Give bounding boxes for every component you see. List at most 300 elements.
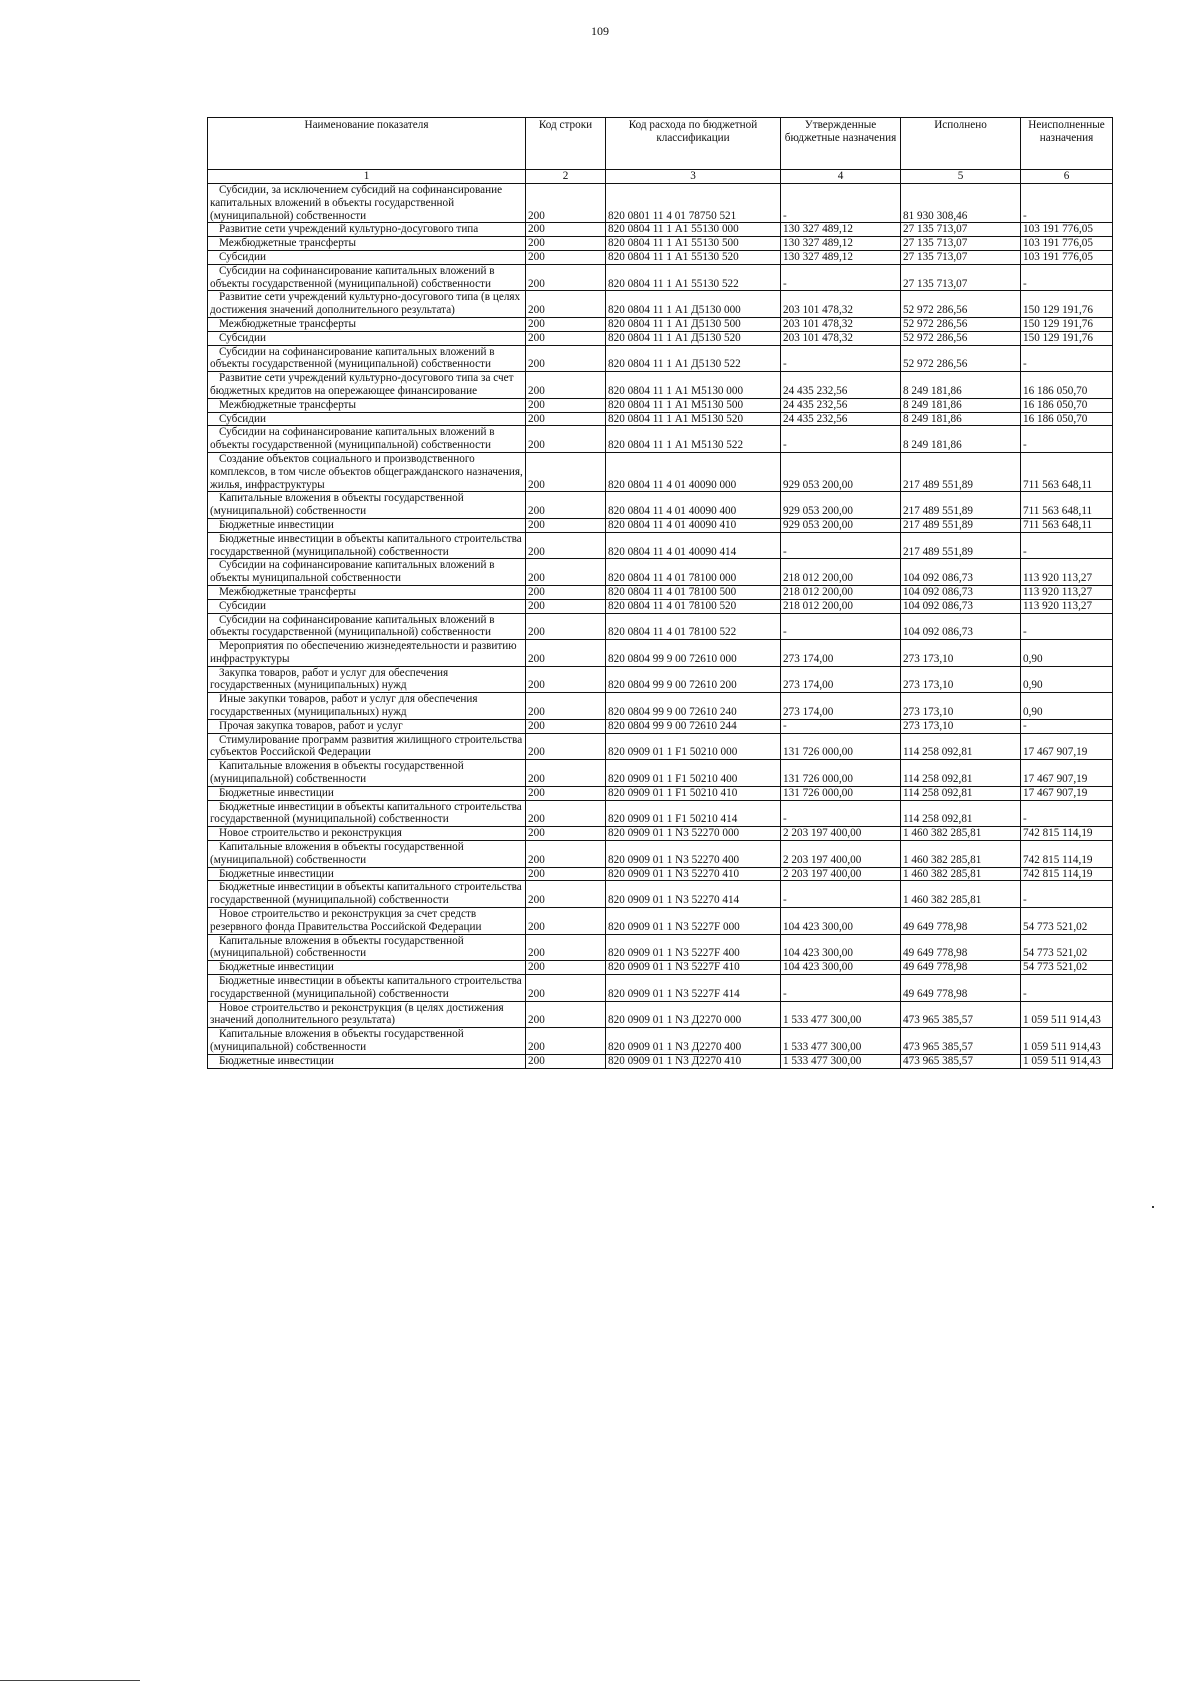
row-budget-code-cell: 820 0804 11 1 А1 Д5130 500 <box>606 317 781 331</box>
row-name-text: Субсидии на софинансирование капитальных вложений в объекты муниципальной собственности <box>210 559 495 585</box>
column-number-row <box>208 170 1113 184</box>
row-name-text: Межбюджетные трансферты <box>219 317 356 330</box>
row-name-cell <box>208 452 526 491</box>
table-row <box>208 881 1113 908</box>
table-row <box>208 345 1113 372</box>
row-name-text: Субсидии на софинансирование капитальных вложений в объекты государственной (муниципальной) собственности <box>210 613 495 639</box>
row-line-code-cell: 200 <box>526 599 606 613</box>
row-budget-code-cell: 820 0909 01 1 N3 5227F 400 <box>606 934 781 961</box>
page-number: 109 <box>591 24 609 38</box>
row-budget-code-cell: 820 0804 11 1 А1 М5130 500 <box>606 398 781 412</box>
row-name-cell <box>208 345 526 372</box>
row-approved-cell: 929 053 200,00 <box>781 518 901 532</box>
row-executed-cell: 273 173,10 <box>901 719 1021 733</box>
row-unexecuted-cell: 150 129 191,76 <box>1021 317 1113 331</box>
row-executed-cell: 273 173,10 <box>901 666 1021 693</box>
row-line-code-cell: 200 <box>526 559 606 586</box>
row-name-cell <box>208 975 526 1002</box>
row-approved-cell: - <box>781 426 901 453</box>
row-budget-code-cell: 820 0804 11 1 А1 М5130 522 <box>606 426 781 453</box>
row-line-code-cell: 200 <box>526 250 606 264</box>
row-executed-cell: 27 135 713,07 <box>901 250 1021 264</box>
table-row <box>208 317 1113 331</box>
table-row <box>208 867 1113 881</box>
row-name-text: Капитальные вложения в объекты государственной (муниципальной) собственности <box>210 934 464 960</box>
table-row <box>208 908 1113 935</box>
row-approved-cell: 203 101 478,32 <box>781 331 901 345</box>
table-row <box>208 264 1113 291</box>
row-name-text: Развитие сети учреждений культурно-досугового типа <box>219 223 479 236</box>
row-budget-code-cell: 820 0804 11 4 01 40090 410 <box>606 518 781 532</box>
row-line-code-cell: 200 <box>526 585 606 599</box>
table-row <box>208 786 1113 800</box>
row-executed-cell: 104 092 086,73 <box>901 585 1021 599</box>
row-unexecuted-cell: 150 129 191,76 <box>1021 291 1113 318</box>
row-unexecuted-cell: - <box>1021 800 1113 827</box>
row-budget-code-cell: 820 0909 01 1 N3 5227F 414 <box>606 975 781 1002</box>
row-name-text: Субсидии <box>219 250 266 263</box>
table-row <box>208 975 1113 1002</box>
row-budget-code-cell: 820 0909 01 1 F1 50210 000 <box>606 733 781 760</box>
row-executed-cell: 114 258 092,81 <box>901 800 1021 827</box>
row-name-text: Бюджетные инвестиции <box>219 786 334 799</box>
row-budget-code-cell: 820 0804 11 4 01 78100 522 <box>606 613 781 640</box>
row-approved-cell: - <box>781 264 901 291</box>
row-name-text: Капитальные вложения в объекты государственной (муниципальной) собственности <box>210 492 464 518</box>
row-approved-cell: 130 327 489,12 <box>781 223 901 237</box>
row-executed-cell: 27 135 713,07 <box>901 223 1021 237</box>
row-name-cell <box>208 398 526 412</box>
row-line-code-cell: 200 <box>526 786 606 800</box>
row-executed-cell: 473 965 385,57 <box>901 1054 1021 1068</box>
column-header-executed: Исполнено <box>901 118 1021 170</box>
row-budget-code-cell: 820 0804 11 1 А1 55130 522 <box>606 264 781 291</box>
row-budget-code-cell: 820 0909 01 1 N3 Д2270 000 <box>606 1001 781 1028</box>
row-name-cell <box>208 760 526 787</box>
row-name-cell <box>208 250 526 264</box>
row-line-code-cell: 200 <box>526 1028 606 1055</box>
row-executed-cell: 114 258 092,81 <box>901 786 1021 800</box>
row-name-text: Бюджетные инвестиции в объекты капитального строительства государственной (муниципальной) собственности <box>210 975 522 1000</box>
row-budget-code-cell: 820 0804 11 1 А1 М5130 520 <box>606 412 781 426</box>
row-approved-cell: 104 423 300,00 <box>781 961 901 975</box>
table-row <box>208 1001 1113 1028</box>
row-name-text: Капитальные вложения в объекты государственной (муниципальной) собственности <box>210 1028 464 1053</box>
row-line-code-cell: 200 <box>526 666 606 693</box>
row-name-text: Развитие сети учреждений культурно-досугового типа (в целях достижения значений дополнительного результата) <box>210 291 521 317</box>
row-name-cell <box>208 841 526 868</box>
row-line-code-cell: 200 <box>526 908 606 935</box>
row-executed-cell: 81 930 308,46 <box>901 184 1021 223</box>
row-executed-cell: 217 489 551,89 <box>901 518 1021 532</box>
column-header-unexecuted: Неисполненные назначения <box>1021 118 1113 170</box>
row-unexecuted-cell: 742 815 114,19 <box>1021 827 1113 841</box>
row-executed-cell: 49 649 778,98 <box>901 908 1021 935</box>
row-executed-cell: 273 173,10 <box>901 693 1021 720</box>
row-budget-code-cell: 820 0804 11 4 01 78100 000 <box>606 559 781 586</box>
row-budget-code-cell: 820 0909 01 1 N3 52270 410 <box>606 867 781 881</box>
row-name-cell <box>208 426 526 453</box>
row-approved-cell: 104 423 300,00 <box>781 934 901 961</box>
bottom-rule <box>0 1680 140 1681</box>
table-row <box>208 719 1113 733</box>
row-line-code-cell: 200 <box>526 827 606 841</box>
row-executed-cell: 49 649 778,98 <box>901 975 1021 1002</box>
row-approved-cell: 218 012 200,00 <box>781 559 901 586</box>
row-line-code-cell: 200 <box>526 264 606 291</box>
column-header-line-code: Код строки <box>526 118 606 170</box>
row-name-text: Субсидии <box>219 331 266 344</box>
row-line-code-cell: 200 <box>526 223 606 237</box>
row-name-text: Субсидии <box>219 599 266 612</box>
row-approved-cell: 130 327 489,12 <box>781 250 901 264</box>
row-approved-cell: 273 174,00 <box>781 640 901 667</box>
row-budget-code-cell: 820 0909 01 1 N3 Д2270 410 <box>606 1054 781 1068</box>
row-executed-cell: 52 972 286,56 <box>901 345 1021 372</box>
row-name-cell <box>208 786 526 800</box>
row-executed-cell: 1 460 382 285,81 <box>901 867 1021 881</box>
row-line-code-cell: 200 <box>526 452 606 491</box>
row-approved-cell: 24 435 232,56 <box>781 398 901 412</box>
row-name-cell <box>208 559 526 586</box>
row-executed-cell: 8 249 181,86 <box>901 412 1021 426</box>
row-name-cell <box>208 827 526 841</box>
row-name-cell <box>208 640 526 667</box>
row-budget-code-cell: 820 0801 11 4 01 78750 521 <box>606 184 781 223</box>
row-unexecuted-cell: - <box>1021 264 1113 291</box>
table-row <box>208 223 1113 237</box>
row-line-code-cell: 200 <box>526 291 606 318</box>
row-name-cell <box>208 733 526 760</box>
row-name-cell <box>208 693 526 720</box>
table-row <box>208 291 1113 318</box>
table-row <box>208 532 1113 559</box>
column-number: 3 <box>606 170 781 184</box>
table-row <box>208 613 1113 640</box>
table-row <box>208 733 1113 760</box>
row-name-text: Субсидии на софинансирование капитальных вложений в объекты государственной (муниципальной) собственности <box>210 345 495 371</box>
row-executed-cell: 52 972 286,56 <box>901 331 1021 345</box>
column-number: 4 <box>781 170 901 184</box>
row-name-cell <box>208 223 526 237</box>
row-line-code-cell: 200 <box>526 640 606 667</box>
row-unexecuted-cell: 16 186 050,70 <box>1021 412 1113 426</box>
row-name-text: Бюджетные инвестиции <box>219 1054 334 1067</box>
row-unexecuted-cell: 16 186 050,70 <box>1021 372 1113 399</box>
row-approved-cell: 24 435 232,56 <box>781 412 901 426</box>
row-approved-cell: 131 726 000,00 <box>781 786 901 800</box>
row-unexecuted-cell: 0,90 <box>1021 693 1113 720</box>
column-number: 1 <box>208 170 526 184</box>
row-budget-code-cell: 820 0909 01 1 N3 52270 000 <box>606 827 781 841</box>
row-line-code-cell: 200 <box>526 867 606 881</box>
table-row <box>208 827 1113 841</box>
table-row <box>208 398 1113 412</box>
row-name-text: Бюджетные инвестиции в объекты капитального строительства государственной (муниципальной) собственности <box>210 881 522 907</box>
row-name-cell <box>208 184 526 223</box>
row-budget-code-cell: 820 0804 11 1 А1 55130 520 <box>606 250 781 264</box>
row-budget-code-cell: 820 0804 11 4 01 40090 400 <box>606 492 781 519</box>
row-approved-cell: 273 174,00 <box>781 666 901 693</box>
row-unexecuted-cell: - <box>1021 975 1113 1002</box>
row-approved-cell: 218 012 200,00 <box>781 585 901 599</box>
table-row <box>208 559 1113 586</box>
row-approved-cell: 1 533 477 300,00 <box>781 1028 901 1055</box>
row-unexecuted-cell: 54 773 521,02 <box>1021 908 1113 935</box>
row-line-code-cell: 200 <box>526 372 606 399</box>
row-unexecuted-cell: 742 815 114,19 <box>1021 841 1113 868</box>
row-executed-cell: 217 489 551,89 <box>901 492 1021 519</box>
table-row <box>208 331 1113 345</box>
row-line-code-cell: 200 <box>526 1054 606 1068</box>
row-unexecuted-cell: 54 773 521,02 <box>1021 934 1113 961</box>
row-line-code-cell: 200 <box>526 733 606 760</box>
row-name-text: Мероприятия по обеспечению жизнедеятельности и развитию инфраструктуры <box>210 640 517 665</box>
row-executed-cell: 27 135 713,07 <box>901 264 1021 291</box>
row-unexecuted-cell: 711 563 648,11 <box>1021 492 1113 519</box>
row-unexecuted-cell: 113 920 113,27 <box>1021 599 1113 613</box>
row-line-code-cell: 200 <box>526 317 606 331</box>
row-approved-cell: 203 101 478,32 <box>781 317 901 331</box>
row-name-text: Капитальные вложения в объекты государственной (муниципальной) собственности <box>210 841 464 866</box>
row-line-code-cell: 200 <box>526 426 606 453</box>
row-budget-code-cell: 820 0909 01 1 F1 50210 400 <box>606 760 781 787</box>
row-budget-code-cell: 820 0909 01 1 N3 5227F 000 <box>606 908 781 935</box>
table-row <box>208 412 1113 426</box>
table-row <box>208 961 1113 975</box>
row-name-text: Бюджетные инвестиции <box>219 518 334 531</box>
row-executed-cell: 8 249 181,86 <box>901 426 1021 453</box>
row-executed-cell: 273 173,10 <box>901 640 1021 667</box>
row-approved-cell: 2 203 197 400,00 <box>781 867 901 881</box>
row-name-cell <box>208 881 526 908</box>
row-line-code-cell: 200 <box>526 693 606 720</box>
row-approved-cell: 104 423 300,00 <box>781 908 901 935</box>
row-executed-cell: 1 460 382 285,81 <box>901 881 1021 908</box>
row-approved-cell: 273 174,00 <box>781 693 901 720</box>
row-line-code-cell: 200 <box>526 398 606 412</box>
row-name-text: Закупка товаров, работ и услуг для обеспечения государственных (муниципальных) нужд <box>210 666 449 692</box>
row-unexecuted-cell: 0,90 <box>1021 666 1113 693</box>
row-line-code-cell: 200 <box>526 1001 606 1028</box>
row-name-cell <box>208 599 526 613</box>
row-name-text: Межбюджетные трансферты <box>219 398 356 411</box>
row-executed-cell: 1 460 382 285,81 <box>901 841 1021 868</box>
row-budget-code-cell: 820 0804 99 9 00 72610 200 <box>606 666 781 693</box>
row-name-text: Бюджетные инвестиции в объекты капитального строительства государственной (муниципальной) собственности <box>210 532 522 558</box>
table-row <box>208 841 1113 868</box>
row-approved-cell: 130 327 489,12 <box>781 237 901 251</box>
row-budget-code-cell: 820 0804 11 1 А1 55130 000 <box>606 223 781 237</box>
table-row <box>208 250 1113 264</box>
row-approved-cell: 1 533 477 300,00 <box>781 1001 901 1028</box>
table-row <box>208 760 1113 787</box>
row-approved-cell: - <box>781 800 901 827</box>
row-executed-cell: 104 092 086,73 <box>901 613 1021 640</box>
row-name-text: Межбюджетные трансферты <box>219 237 356 250</box>
row-name-text: Капитальные вложения в объекты государственной (муниципальной) собственности <box>210 760 464 786</box>
row-budget-code-cell: 820 0804 11 1 А1 Д5130 520 <box>606 331 781 345</box>
row-name-text: Субсидии <box>219 412 266 425</box>
row-budget-code-cell: 820 0909 01 1 F1 50210 410 <box>606 786 781 800</box>
row-unexecuted-cell: 103 191 776,05 <box>1021 250 1113 264</box>
row-name-text: Субсидии на софинансирование капитальных вложений в объекты государственной (муниципальной) собственности <box>210 264 495 290</box>
row-approved-cell: 929 053 200,00 <box>781 452 901 491</box>
row-line-code-cell: 200 <box>526 800 606 827</box>
row-name-cell <box>208 532 526 559</box>
row-name-cell <box>208 237 526 251</box>
row-unexecuted-cell: - <box>1021 881 1113 908</box>
column-header-approved: Утвержденные бюджетные назначения <box>781 118 901 170</box>
budget-execution-table <box>207 117 1113 1069</box>
row-line-code-cell: 200 <box>526 237 606 251</box>
row-unexecuted-cell: 113 920 113,27 <box>1021 559 1113 586</box>
row-executed-cell: 217 489 551,89 <box>901 532 1021 559</box>
row-budget-code-cell: 820 0804 11 4 01 78100 520 <box>606 599 781 613</box>
row-name-cell <box>208 331 526 345</box>
table-header-row <box>208 118 1113 170</box>
row-unexecuted-cell: 742 815 114,19 <box>1021 867 1113 881</box>
row-budget-code-cell: 820 0909 01 1 N3 52270 414 <box>606 881 781 908</box>
row-name-cell <box>208 264 526 291</box>
table-row <box>208 934 1113 961</box>
row-executed-cell: 27 135 713,07 <box>901 237 1021 251</box>
row-name-cell <box>208 1028 526 1055</box>
row-line-code-cell: 200 <box>526 532 606 559</box>
row-executed-cell: 114 258 092,81 <box>901 733 1021 760</box>
row-approved-cell: 218 012 200,00 <box>781 599 901 613</box>
row-approved-cell: - <box>781 881 901 908</box>
row-approved-cell: 2 203 197 400,00 <box>781 827 901 841</box>
row-budget-code-cell: 820 0909 01 1 F1 50210 414 <box>606 800 781 827</box>
row-executed-cell: 8 249 181,86 <box>901 398 1021 412</box>
table-row <box>208 518 1113 532</box>
row-name-cell <box>208 518 526 532</box>
table-row <box>208 640 1113 667</box>
row-name-text: Субсидии на софинансирование капитальных вложений в объекты государственной (муниципальной) собственности <box>210 426 495 452</box>
row-unexecuted-cell: 711 563 648,11 <box>1021 518 1113 532</box>
row-name-text: Развитие сети учреждений культурно-досугового типа за счет бюджетных кредитов на опережающее финансирование <box>210 372 514 397</box>
row-approved-cell: - <box>781 184 901 223</box>
row-executed-cell: 49 649 778,98 <box>901 934 1021 961</box>
row-approved-cell: 2 203 197 400,00 <box>781 841 901 868</box>
column-number: 5 <box>901 170 1021 184</box>
row-unexecuted-cell: - <box>1021 426 1113 453</box>
row-name-cell <box>208 908 526 935</box>
row-name-cell <box>208 1001 526 1028</box>
row-name-cell <box>208 412 526 426</box>
row-name-text: Иные закупки товаров, работ и услуг для обеспечения государственных (муниципальных) нужд <box>210 693 478 719</box>
row-executed-cell: 473 965 385,57 <box>901 1028 1021 1055</box>
row-line-code-cell: 200 <box>526 613 606 640</box>
row-line-code-cell: 200 <box>526 345 606 372</box>
row-name-text: Новое строительство и реконструкция за счет средств резервного фонда Правительства Российской Федерации <box>210 908 482 933</box>
row-unexecuted-cell: 103 191 776,05 <box>1021 237 1113 251</box>
row-budget-code-cell: 820 0909 01 1 N3 Д2270 400 <box>606 1028 781 1055</box>
row-executed-cell: 104 092 086,73 <box>901 599 1021 613</box>
row-budget-code-cell: 820 0804 99 9 00 72610 244 <box>606 719 781 733</box>
row-unexecuted-cell: 17 467 907,19 <box>1021 760 1113 787</box>
table-row <box>208 585 1113 599</box>
row-executed-cell: 8 249 181,86 <box>901 372 1021 399</box>
row-unexecuted-cell: - <box>1021 613 1113 640</box>
scan-speck <box>1152 1206 1154 1208</box>
row-name-cell <box>208 372 526 399</box>
row-approved-cell: - <box>781 719 901 733</box>
row-unexecuted-cell: 16 186 050,70 <box>1021 398 1113 412</box>
table-row <box>208 452 1113 491</box>
row-name-text: Прочая закупка товаров, работ и услуг <box>219 719 403 732</box>
row-executed-cell: 1 460 382 285,81 <box>901 827 1021 841</box>
row-unexecuted-cell: - <box>1021 532 1113 559</box>
row-line-code-cell: 200 <box>526 881 606 908</box>
row-name-text: Создание объектов социального и производственного комплексов, в том числе объектов общегражданского назначения, жилья, инфраструктуры <box>210 452 523 491</box>
row-unexecuted-cell: 0,90 <box>1021 640 1113 667</box>
table-row <box>208 1054 1113 1068</box>
row-unexecuted-cell: 113 920 113,27 <box>1021 585 1113 599</box>
row-name-text: Субсидии, за исключением субсидий на софинансирование капитальных вложений в объекты государственной (муниципальной) собственности <box>210 184 503 222</box>
row-approved-cell: - <box>781 975 901 1002</box>
table-row <box>208 426 1113 453</box>
row-name-text: Стимулирование программ развития жилищного строительства субъектов Российской Федерации <box>210 733 523 759</box>
table-row <box>208 693 1113 720</box>
row-name-cell <box>208 800 526 827</box>
table-row <box>208 184 1113 223</box>
row-line-code-cell: 200 <box>526 760 606 787</box>
column-header-budget-code: Код расхода по бюджетной классификации <box>606 118 781 170</box>
row-name-text: Новое строительство и реконструкция (в целях достижения значений дополнительного результата) <box>210 1001 504 1027</box>
row-approved-cell: - <box>781 613 901 640</box>
row-approved-cell: 1 533 477 300,00 <box>781 1054 901 1068</box>
row-name-text: Межбюджетные трансферты <box>219 585 356 598</box>
row-name-text: Бюджетные инвестиции <box>219 867 334 880</box>
row-executed-cell: 114 258 092,81 <box>901 760 1021 787</box>
row-unexecuted-cell: 150 129 191,76 <box>1021 331 1113 345</box>
column-number: 2 <box>526 170 606 184</box>
row-name-cell <box>208 585 526 599</box>
row-unexecuted-cell: - <box>1021 719 1113 733</box>
row-budget-code-cell: 820 0804 11 4 01 40090 000 <box>606 452 781 491</box>
row-name-cell <box>208 492 526 519</box>
row-name-cell <box>208 1054 526 1068</box>
row-approved-cell: 131 726 000,00 <box>781 733 901 760</box>
row-line-code-cell: 200 <box>526 331 606 345</box>
row-budget-code-cell: 820 0804 11 4 01 78100 500 <box>606 585 781 599</box>
row-unexecuted-cell: 1 059 511 914,43 <box>1021 1001 1113 1028</box>
row-name-text: Бюджетные инвестиции в объекты капитального строительства государственной (муниципальной) собственности <box>210 800 522 826</box>
row-name-cell <box>208 719 526 733</box>
table-row <box>208 800 1113 827</box>
row-executed-cell: 104 092 086,73 <box>901 559 1021 586</box>
row-name-cell <box>208 961 526 975</box>
table-row <box>208 599 1113 613</box>
row-budget-code-cell: 820 0909 01 1 N3 5227F 410 <box>606 961 781 975</box>
row-executed-cell: 52 972 286,56 <box>901 317 1021 331</box>
row-budget-code-cell: 820 0804 11 1 А1 Д5130 000 <box>606 291 781 318</box>
row-line-code-cell: 200 <box>526 975 606 1002</box>
row-executed-cell: 52 972 286,56 <box>901 291 1021 318</box>
row-unexecuted-cell: 1 059 511 914,43 <box>1021 1054 1113 1068</box>
row-approved-cell: - <box>781 532 901 559</box>
row-unexecuted-cell: 17 467 907,19 <box>1021 733 1113 760</box>
row-executed-cell: 49 649 778,98 <box>901 961 1021 975</box>
row-budget-code-cell: 820 0909 01 1 N3 52270 400 <box>606 841 781 868</box>
row-name-text: Бюджетные инвестиции <box>219 961 334 974</box>
row-line-code-cell: 200 <box>526 841 606 868</box>
table-row <box>208 1028 1113 1055</box>
row-approved-cell: 929 053 200,00 <box>781 492 901 519</box>
table-row <box>208 372 1113 399</box>
